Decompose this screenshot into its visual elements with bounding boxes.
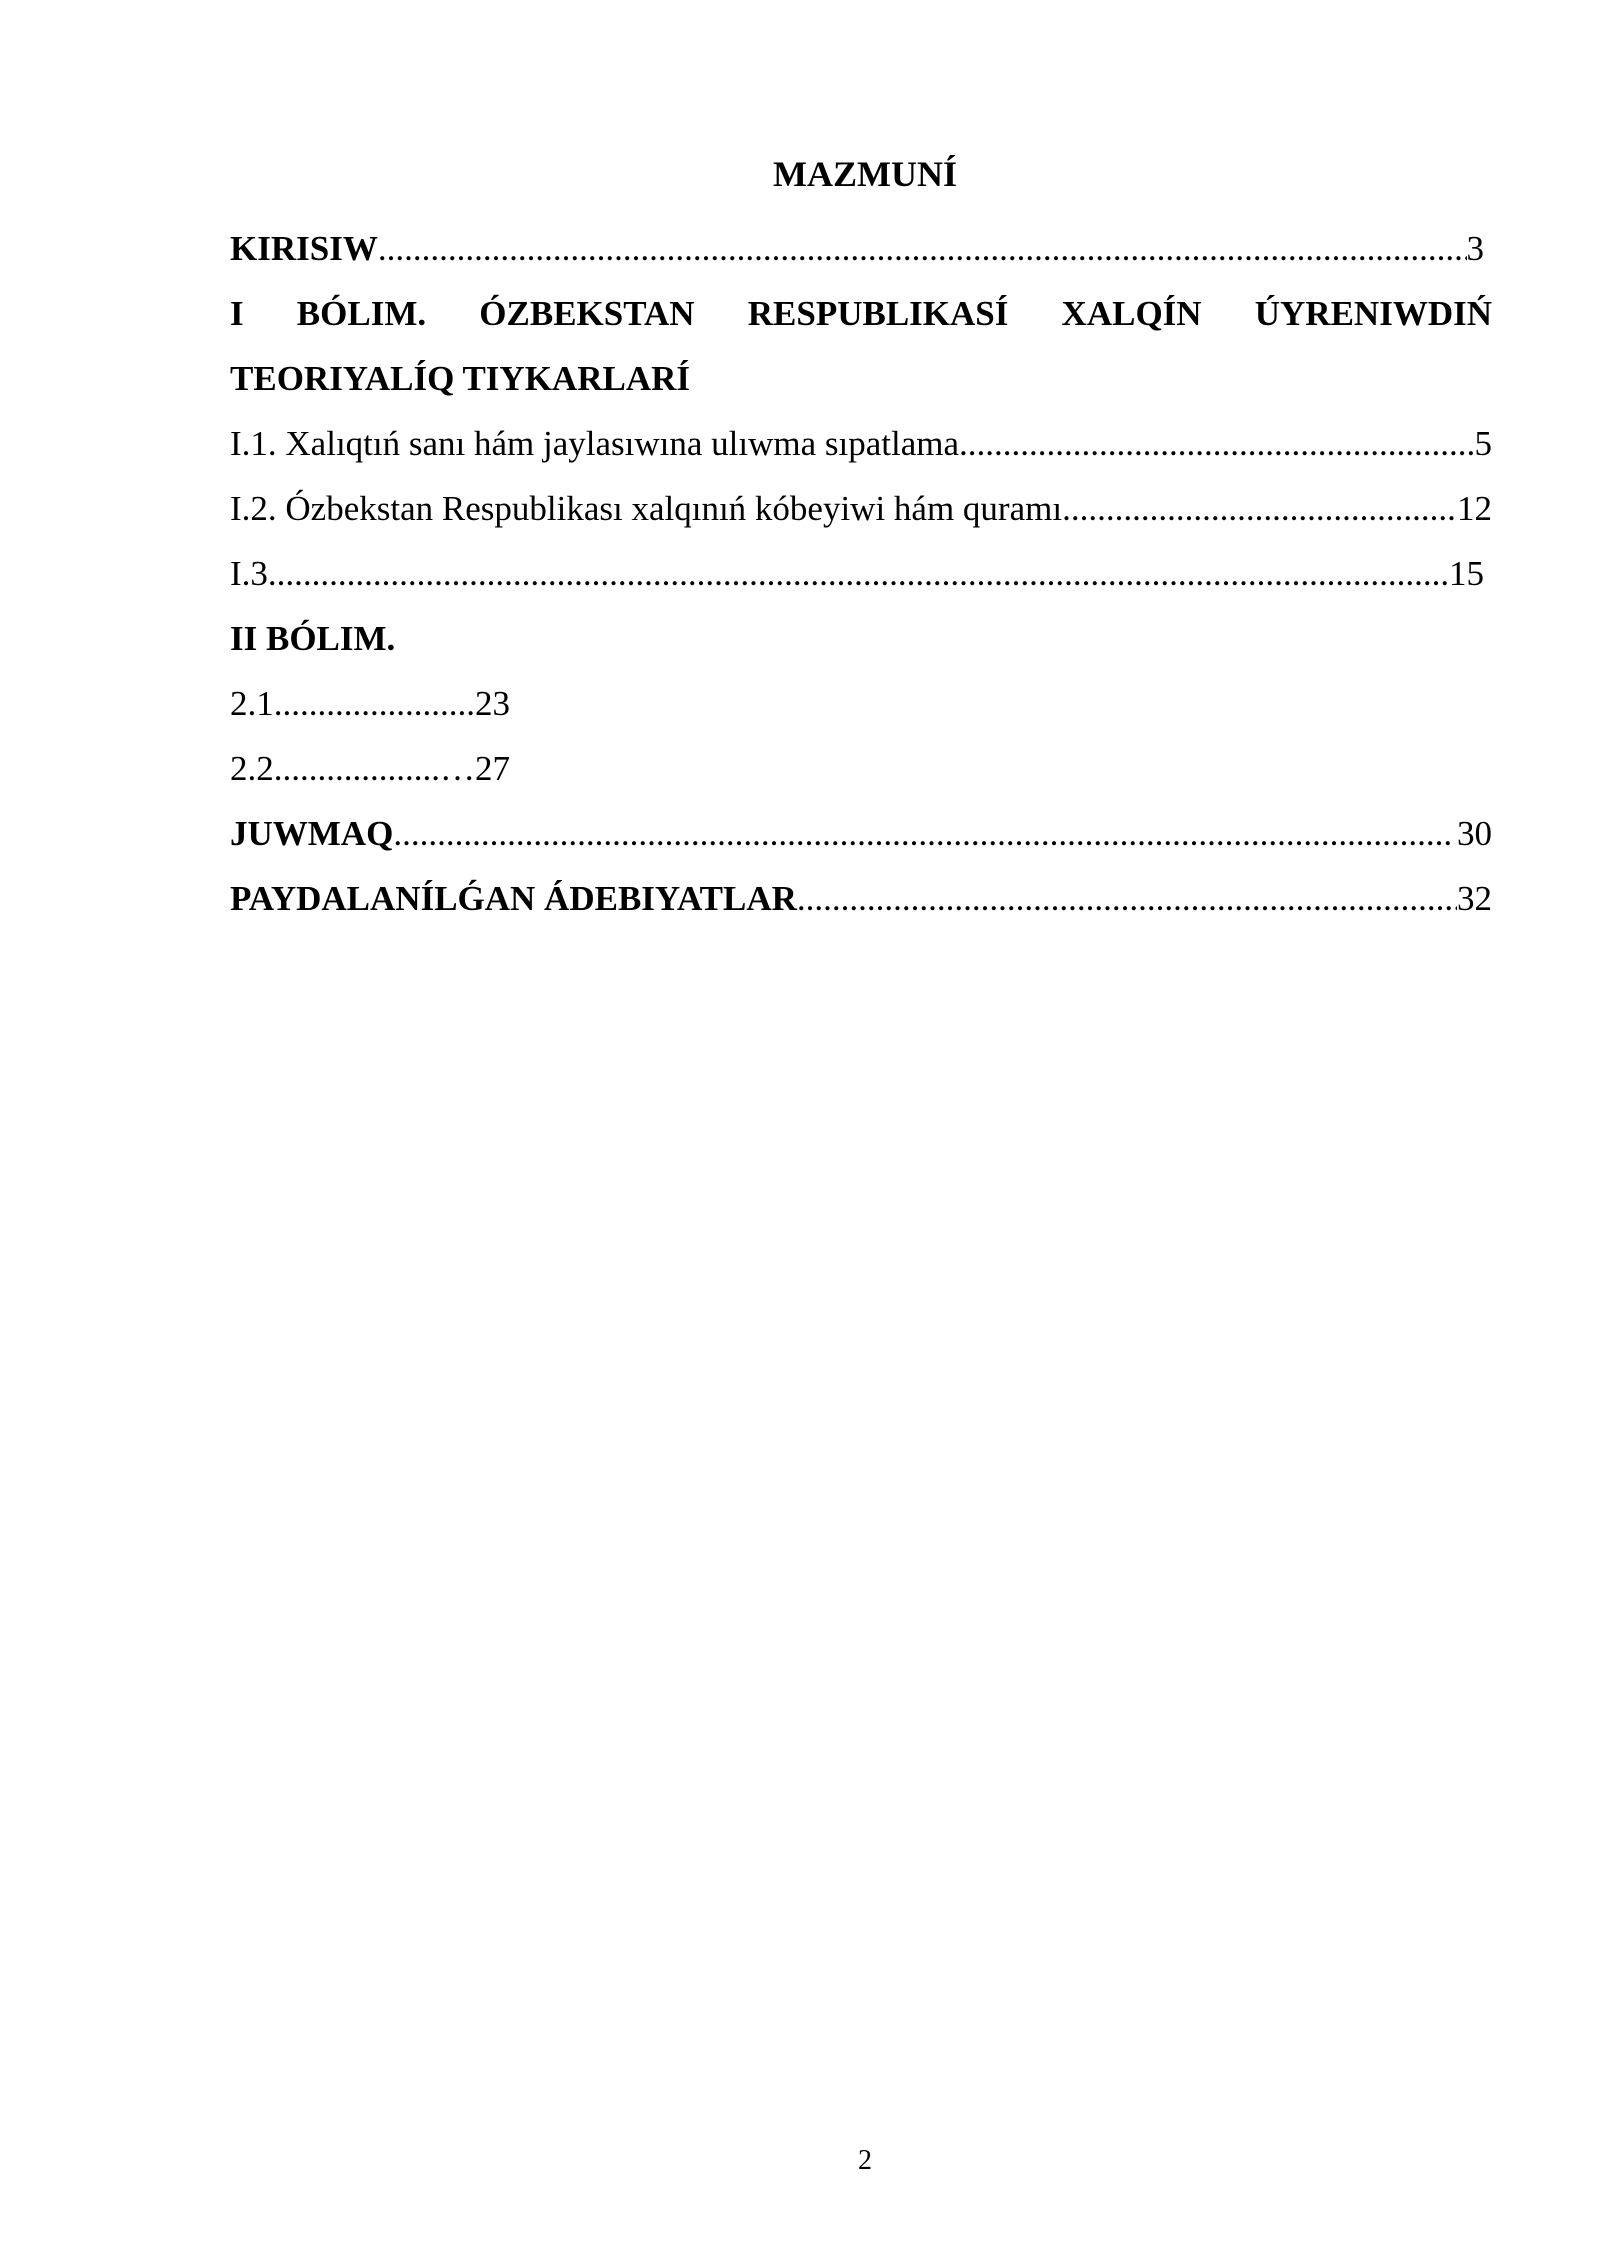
toc-part1-heading-line1[interactable]: I BÓLIM. ÓZBEKSTAN RESPUBLIKASÍ XALQÍN ÚYRENIWDIŃ — [230, 294, 1492, 333]
dot-leader — [378, 229, 1467, 269]
toc-entry-title: JUWMAQ — [230, 813, 394, 853]
dot-leader-short: ...................… — [273, 748, 475, 788]
page-number: 2 — [858, 2145, 872, 2176]
dot-leader — [1062, 489, 1457, 529]
page-title: MAZMUNÍ — [773, 154, 957, 194]
toc-entry-title: KIRISIW — [230, 228, 378, 268]
dot-leader — [268, 554, 1449, 594]
dot-leader-short: ....................... — [273, 683, 475, 723]
toc-part2-heading[interactable] — [230, 606, 1492, 671]
dot-leader — [959, 424, 1474, 464]
toc-entry-page: 3 — [1466, 228, 1484, 268]
toc-entry-title: II BÓLIM. — [230, 618, 396, 658]
toc-entry-title: I.1. Xalıqtıń sanı hám jaylasıwına ulıwma sıpatlama — [230, 423, 960, 463]
toc-entry-s11[interactable] — [230, 411, 1492, 476]
table-of-contents — [230, 216, 1492, 931]
toc-entry-title: TEORIYALÍQ TIYKARLARÍ — [230, 358, 690, 398]
toc-entry-page: 30 — [1457, 813, 1492, 853]
toc-entry-title: I.2. Ózbekstan Respublikası xalqınıń kóbeyiwi hám quramı — [230, 488, 1063, 528]
dot-leader — [393, 814, 1451, 854]
toc-entry-intro[interactable] — [230, 216, 1492, 281]
toc-entry-title: 2.1 — [230, 683, 274, 723]
dot-leader — [797, 879, 1457, 919]
toc-entry-conclusion[interactable] — [230, 801, 1492, 866]
toc-entry-references[interactable] — [230, 866, 1492, 931]
toc-entry-s22[interactable] — [230, 736, 1492, 801]
toc-entry-title: PAYDALANÍLǴAN ÁDEBIYATLAR — [230, 878, 797, 918]
toc-entry-page: 15 — [1449, 553, 1484, 593]
toc-entry-title: 2.2 — [230, 748, 274, 788]
toc-entry-s13[interactable] — [230, 541, 1492, 606]
toc-entry-page: 27 — [475, 748, 510, 788]
toc-entry-s12[interactable] — [230, 476, 1492, 541]
toc-entry-title: I.3 — [230, 553, 268, 593]
toc-entry-page: 5 — [1474, 423, 1492, 463]
toc-entry-s21[interactable] — [230, 671, 1492, 736]
toc-entry-page: 23 — [475, 683, 510, 723]
toc-part1-heading-line2[interactable] — [230, 346, 1492, 411]
toc-entry-page: 32 — [1457, 878, 1492, 918]
toc-entry-page: 12 — [1457, 488, 1492, 528]
